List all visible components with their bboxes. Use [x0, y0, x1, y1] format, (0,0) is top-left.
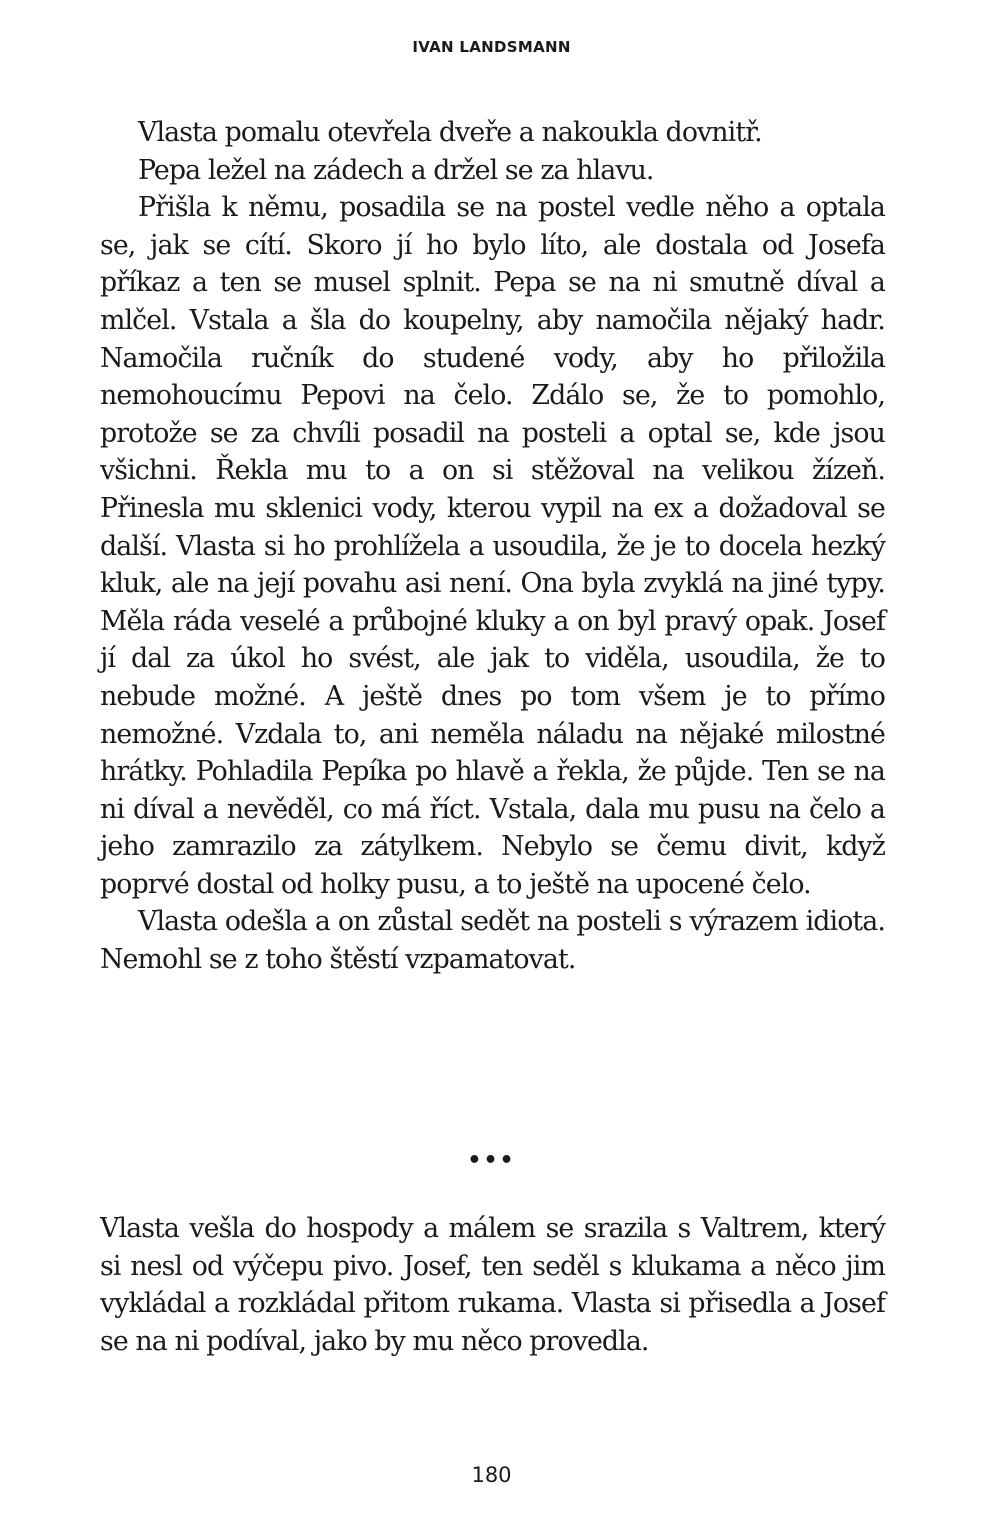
- running-head: IVAN LANDSMANN: [412, 38, 571, 56]
- paragraph: Pepa ležel na zádech a držel se za hlavu.: [138, 154, 654, 186]
- body-text-section-1: [100, 114, 885, 979]
- paragraph: Přišla k němu, posadila se na postel vedle něho a optala se, jak se cítí. Skoro jí ho bylo líto, ale dostala od Josefa příkaz a ten se musel splnit. Pepa se na ni smutně díval a mlčel. Vstala a šla do koupelny, aby namočila nějaký hadr. Namočila ručník do studené vody, aby ho přiložila nemohoucímu Pepovi na čelo. Zdálo se, že to pomohlo, protože se za chvíli posadil na posteli a optal se, kde jsou všichni. Řekla mu to a on si stěžoval na velikou žízeň. Přinesla mu sklenici vody, kterou vypil na ex a dožadoval se další. Vlasta si ho prohlížela a usoudila, že je to docela hezký kluk, ale na její povahu asi není. Ona byla zvyklá na jiné typy. Měla ráda veselé a průbojné kluky a on byl pravý opak. Josef jí dal za úkol ho svést, ale jak to viděla, usoudila, že to nebude možné. A ještě dnes po tom všem je to přímo nemožné. Vzdala to, ani neměla náladu na nějaké milostné hrátky. Pohladila Pepíka po hlavě a řekla, že půjde. Ten se na ni díval a nevěděl, co má říct. Vstala, dala mu pusu na čelo a jeho zamrazilo za zátylkem. Nebylo se čemu divit, když poprvé dostal od holky pusu, a to ještě na upocené čelo.: [100, 192, 885, 900]
- paragraph: Vlasta pomalu otevřela dveře a nakoukla dovnitř.: [138, 117, 762, 148]
- body-text-section-2: [100, 1210, 885, 1360]
- paragraph: Vlasta vešla do hospody a málem se srazila s Valtrem, který si nesl od výčepu pivo. Josef, ten seděl s klukama a něco jim vykládal a rozkládal přitom rukama. Vlasta si přisedla a Josef se na ni podíval, jako by mu něco provedla.: [100, 1213, 885, 1357]
- paragraph: Vlasta odešla a on zůstal sedět na posteli s výrazem idiota. Nemohl se z toho štěstí vzpamatovat.: [100, 906, 885, 976]
- page-number: 180: [471, 1463, 512, 1487]
- section-break-dots: •••: [467, 1148, 516, 1173]
